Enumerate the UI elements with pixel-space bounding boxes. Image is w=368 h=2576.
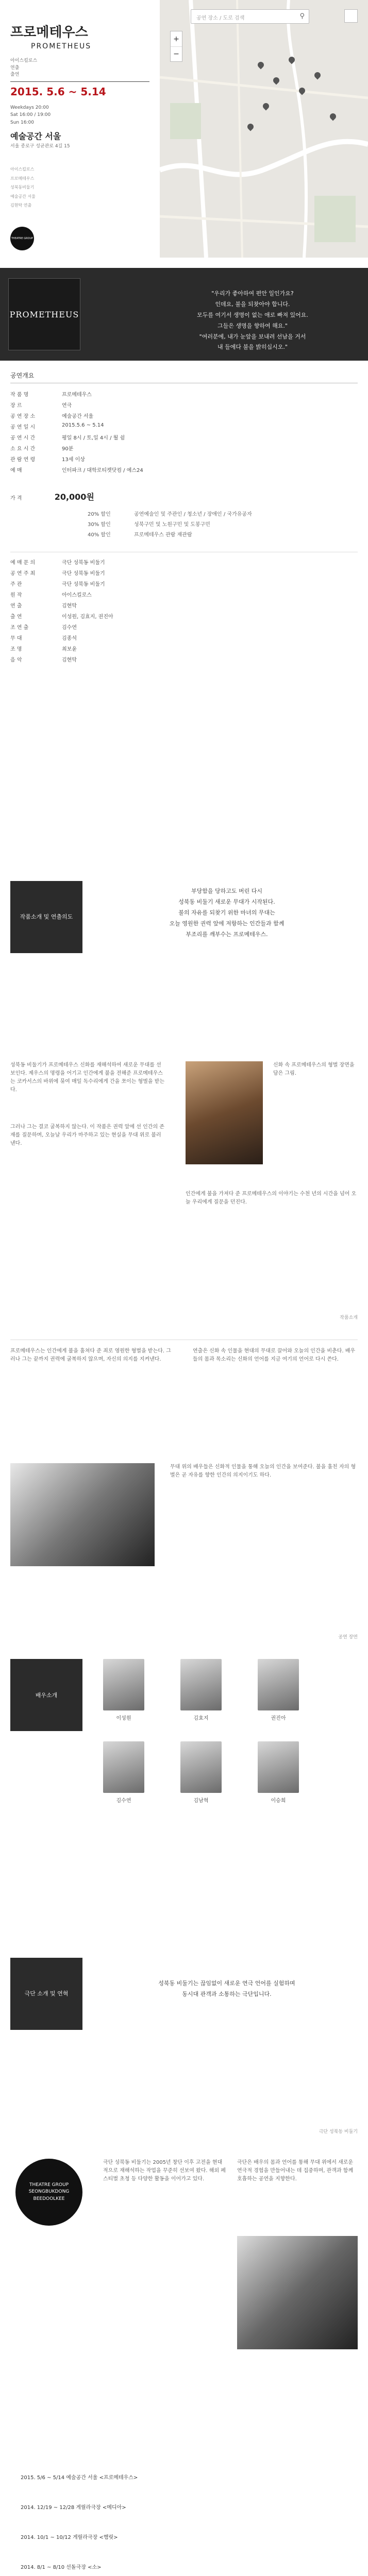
credit-row: 무 대 김종석 xyxy=(10,636,77,641)
poster-dates: 2015. 5.6 ~ 5.14 xyxy=(10,86,106,98)
zoom-in-button[interactable]: + xyxy=(171,31,182,47)
info-row: 공 연 일 시 2015.5.6 ~ 5.14 xyxy=(10,422,104,430)
troupe-section xyxy=(10,2154,358,2463)
quote-banner xyxy=(0,268,368,361)
poster-credits: 아이스킬로스 연출 출연 xyxy=(10,58,38,77)
map-zoom-control[interactable] xyxy=(170,31,182,62)
info-section-label: 공연개요 xyxy=(10,371,358,383)
info-row: 공 연 시 간 평일 8시 / 토,일 4시 / 월 쉼 xyxy=(10,435,125,441)
credit-row: 조 명 최보윤 xyxy=(10,647,77,652)
hero-section xyxy=(0,0,368,258)
discount-item: 40% 할인 프로메테우스 관람 재관람 xyxy=(88,532,192,538)
two-column-text xyxy=(10,1340,358,1453)
info-section xyxy=(10,371,358,855)
zoom-out-button[interactable]: − xyxy=(173,50,179,58)
director-lead: 성북동 비둘기는 끊임없이 새로운 연극 언어를 실험하며 동시대 관객과 소통하는 극단입니다. xyxy=(158,1980,295,1997)
actor-photo xyxy=(258,1741,299,1793)
cast-section-label: 배우소개 xyxy=(10,1659,82,1731)
actor-name: 권진아 xyxy=(271,1716,286,1721)
actor-photo xyxy=(180,1741,222,1793)
discount-item: 20% 할인 공연예술인 및 주관인 / 청소년 / 장애인 / 국가유공자 xyxy=(88,512,252,517)
troupe-photo xyxy=(237,2236,358,2349)
intro-body-3: 인간에게 불을 가져다 준 프로메테우스의 이야기는 수천 년의 시간을 넘어 오늘 우리에게 질문을 던진다. xyxy=(186,1191,357,1205)
info-row: 장 르 연극 xyxy=(10,403,72,409)
info-row: 작 품 명 프로메테우스 xyxy=(10,392,92,398)
banner-logo: PROMETHEUS xyxy=(8,278,80,350)
discount-item: 30% 할인 성북구민 및 노원구민 및 도봉구민 xyxy=(88,522,210,528)
info-row: 관 람 연 령 13세 이상 xyxy=(10,457,85,463)
info-row: 소 요 시 간 90분 xyxy=(10,446,74,452)
intro-body xyxy=(10,1061,358,1329)
credits-table xyxy=(10,552,358,665)
credit-row: 예 매 문 의 극단 성북동 비둘기 xyxy=(10,560,105,566)
director-caption: 극단 성북동 비둘기 xyxy=(319,2129,358,2134)
poster-title-ko: 프로메테우스 xyxy=(10,25,88,40)
actor-photo xyxy=(258,1659,299,1710)
scene-photo xyxy=(10,1463,155,1566)
director-section xyxy=(10,1958,358,2143)
poster-sponsor-list: 아이스킬로스 프로메테우스 성북동비둘기 예술공간 서울 김현탁 연출 xyxy=(10,167,36,208)
map-svg xyxy=(160,0,368,258)
credit-row: 원 작 아이스킬로스 xyxy=(10,592,92,598)
timeline-item: 2014. 12/19 ~ 12/28 게릴라극장 <메디아> xyxy=(21,2505,126,2511)
timeline-item: 2014. 8/1 ~ 8/10 선돌극장 <소> xyxy=(21,2565,102,2570)
timeline-item: 2014. 10/1 ~ 10/12 게릴라극장 <햄릿> xyxy=(21,2535,118,2540)
price-value: 20,000원 xyxy=(54,492,94,502)
map-fullscreen-button[interactable] xyxy=(344,9,358,23)
column-right: 연출은 신화 속 인물을 현대의 무대로 끌어와 오늘의 인간을 비춘다. 배우들의 몸과 목소리는 신화의 언어를 지금 여기의 언어로 다시 쓴다. xyxy=(193,1348,356,1362)
poster-schedule: Weekdays 20:00 Sat 16:00 / 19:00 Sun 16:00 xyxy=(10,105,51,125)
info-row: 공 연 장 소 예술공간 서울 xyxy=(10,414,94,419)
intro-section-label: 작품소개 및 연출의도 xyxy=(10,881,82,953)
actor-name: 이성원 xyxy=(116,1716,131,1721)
discount-list xyxy=(88,510,358,540)
poster-rule xyxy=(10,81,149,82)
director-section-label: 극단 소개 및 연혁 xyxy=(10,1958,82,2030)
actor-photo xyxy=(180,1659,222,1710)
intro-body-2: 그러나 그는 결코 굴복하지 않는다. 이 작품은 권력 앞에 선 인간의 존재를 질문하며, 오늘날 우리가 마주하고 있는 현실을 무대 위로 불러낸다. xyxy=(10,1124,164,1146)
credit-row: 출 연 이성원, 김효지, 권진아 xyxy=(10,614,113,620)
intro-section xyxy=(10,866,358,1051)
poster-venue-address: 서울 종로구 성균관로 4길 15 xyxy=(10,144,70,149)
credit-row: 음 악 김현탁 xyxy=(10,657,77,663)
timeline-item: 2015. 5/6 ~ 5/14 예술공간 서울 <프로메테우스> xyxy=(21,2475,138,2481)
intro-caption: 작품소개 xyxy=(340,1315,358,1320)
search-icon[interactable]: ⚲ xyxy=(299,12,305,20)
painting-image xyxy=(186,1061,263,1164)
poster xyxy=(0,0,160,258)
map-panel[interactable] xyxy=(160,0,368,258)
actor-photo xyxy=(103,1659,144,1710)
actor-name: 이승희 xyxy=(271,1798,286,1804)
actor-name: 김효지 xyxy=(193,1716,209,1721)
credit-row: 조 연 출 김수연 xyxy=(10,625,77,631)
cast-section xyxy=(10,1659,358,1947)
scene-block xyxy=(10,1463,358,1649)
troupe-badge-large: THEATRE GROUP SEONGBUKDONG BEEDOOLKEE xyxy=(15,2159,82,2226)
info-row: 예 매 인터파크 / 대학로티켓닷컴 / 예스24 xyxy=(10,468,143,473)
troupe-badge-small: THEATRE GROUP xyxy=(10,227,34,250)
poster-venue: 예술공간 서울 xyxy=(10,131,61,141)
column-left: 프로메테우스는 인간에게 불을 훔쳐다 준 죄로 영원한 형벌을 받는다. 그러나 그는 끝까지 권력에 굴복하지 않으며, 자신의 의지를 지켜낸다. xyxy=(10,1348,171,1362)
credit-row: 공 연 주 최 극단 성북동 비둘기 xyxy=(10,571,105,577)
actor-photo xyxy=(103,1741,144,1793)
map-search-input[interactable]: 공연 장소 / 도로 검색 ⚲ xyxy=(191,9,309,24)
troupe-text-left: 극단 성북동 비둘기는 2005년 창단 이후 고전을 현대적으로 재해석하는 작업을 꾸준히 선보여 왔다. 해외 페스티벌 초청 등 다양한 활동을 이어가고 있다. xyxy=(103,2160,226,2182)
scene-caption: 공연 장면 xyxy=(338,1635,358,1640)
poster-title-en: PROMETHEUS xyxy=(31,42,92,50)
troupe-text-right: 극단은 배우의 몸과 언어를 통해 무대 위에서 새로운 연극적 경험을 만들어내는 데 집중하며, 관객과 함께 호흡하는 공연을 지향한다. xyxy=(237,2160,354,2182)
info-table xyxy=(10,388,358,475)
actor-name: 김수연 xyxy=(116,1798,131,1804)
credit-row: 주 관 극단 성북동 비둘기 xyxy=(10,582,105,587)
intro-lead: 부당함을 당하고도 버린 다시 성북동 비둘기 새로운 무대가 시작된다. 불의 자유를 되찾기 위한 마녀의 무대는 오늘 영원한 권력 앞에 저항하는 인간들과 함께 부조리를 깨부수는 프로메테우스. xyxy=(169,888,285,938)
credit-row: 연 출 김현탁 xyxy=(10,603,77,609)
banner-quote: "우리가 좋아하여 편안 일인가요? 인데요, 불을 되찾아야 합니다. 모두를 여기서 생명이 없는 애로 빠져 있어요. 그들은 생명을 향하여 해요." "여러분에, 내가 눈앞을 보내려 선남을 거서 내 들에다 불을 밝히십시오." xyxy=(197,290,308,351)
timeline-section xyxy=(0,2473,368,2576)
intro-body-1: 성북동 비둘기가 프로메테우스 신화를 재해석하여 새로운 무대를 선보인다. 제우스의 명령을 어기고 인간에게 불을 전해준 프로메테우스는 코카서스의 바위에 묶여 매일 독수리에게 간을 쪼이는 형벌을 받는다. xyxy=(10,1062,165,1093)
painting-caption: 신화 속 프로메테우스의 형벌 장면을 담은 그림. xyxy=(273,1062,355,1076)
price-row: 가 격 20,000원 xyxy=(10,492,94,502)
scene-text: 무대 위의 배우들은 신화적 인물을 통해 오늘의 인간을 보여준다. 불을 훔친 자의 형벌은 곧 자유를 향한 인간의 의지이기도 하다. xyxy=(170,1464,356,1478)
actor-name: 김남혁 xyxy=(193,1798,209,1804)
